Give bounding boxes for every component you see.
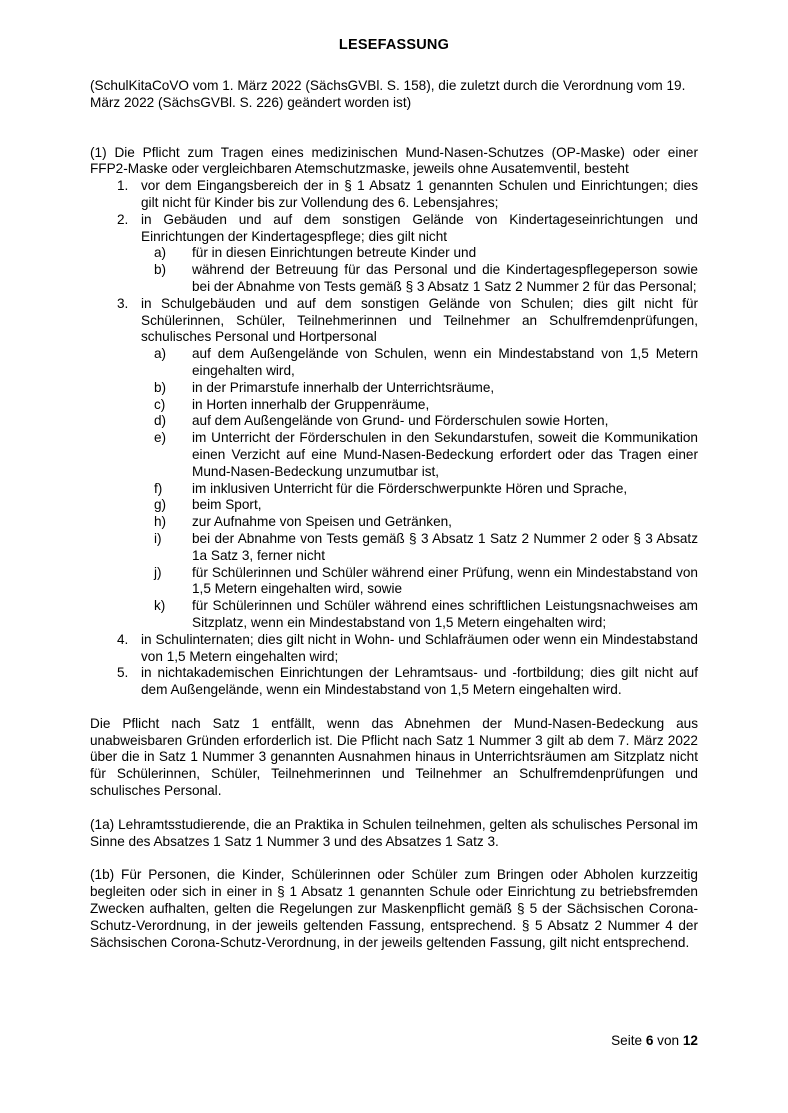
list-item <box>90 632 698 666</box>
sub-list-item-text: auf dem Außengelände von Grund- und Förderschulen sowie Horten, <box>192 413 609 429</box>
paragraph-satz-2: Die Pflicht nach Satz 1 entfällt, wenn das Abnehmen der Mund-Nasen-Bedeckung aus unabweisbaren Gründen erforderlich ist. Die Pflicht nach Satz 1 Nummer 3 gilt ab dem 7. März 2022 über die in Satz 1 Nummer 3 genannten Ausnahmen hinaus in Unterrichtsräumen am Sitzplatz nicht für Schülerinnen, Schüler, Teilnehmerinnen und Teilnehmer an Schulfremdenprüfungen und schulisches Personal. <box>90 715 698 799</box>
list-item-text: in Schulinternaten; dies gilt nicht in Wohn- und Schlafräumen oder wenn ein Mindestabstand von 1,5 Metern eingehalten wird; <box>141 631 698 664</box>
intro-citation: (SchulKitaCoVO vom 1. März 2022 (SächsGVBl. S. 158), die zuletzt durch die Verordnung vom 19. März 2022 (SächsGVBl. S. 226) geändert worden ist) <box>90 78 686 110</box>
sub-list-item <box>90 430 698 480</box>
sub-list-item-text: für in diesen Einrichtungen betreute Kinder und <box>192 245 477 261</box>
footer-page-number: 6 <box>645 1033 654 1048</box>
page-footer <box>611 1033 698 1050</box>
sub-list-item-letter: i) <box>154 530 162 546</box>
sub-list-item <box>90 413 698 430</box>
sub-list-item <box>90 565 698 599</box>
sub-list-item <box>90 346 698 380</box>
paragraph-1a: (1a) Lehramtsstudierende, die an Praktika in Schulen teilnehmen, gelten als schulisches Personal im Sinne des Absatzes 1 Satz 1 Nummer 3 und des Absatzes 1 Satz 3. <box>90 816 698 849</box>
sub-list-item <box>90 598 698 632</box>
sub-list-item-text: im Unterricht der Förderschulen in den Sekundarstufen, soweit die Kommunikation einen Verzicht auf eine Mund-Nasen-Bedeckung erfordert oder das Tragen einer Mund-Nasen-Bedeckung unzumutbar ist, <box>192 430 698 479</box>
sub-list-item-letter: b) <box>154 379 167 395</box>
page-title: LESEFASSUNG <box>338 37 450 53</box>
sub-list-item-text: in der Primarstufe innerhalb der Unterrichtsräume, <box>192 379 495 395</box>
sub-list-item-text: beim Sport, <box>192 497 262 513</box>
list-item-number: 4. <box>117 631 129 647</box>
sub-list-item-text: bei der Abnahme von Tests gemäß § 3 Absatz 1 Satz 2 Nummer 2 oder § 3 Absatz 1a Satz 3, ferner nicht <box>192 530 698 563</box>
list-item <box>90 296 698 632</box>
sub-list <box>141 346 698 632</box>
list-item-text: in nichtakademischen Einrichtungen der Lehramtsaus- und -fortbildung; dies gilt nicht auf dem Außengelände, wenn ein Mindestabstand von 1,5 Metern eingehalten wird. <box>141 665 698 698</box>
numbered-list <box>90 178 698 699</box>
sub-list-item-text: zur Aufnahme von Speisen und Getränken, <box>192 514 452 530</box>
paragraph-1b: (1b) Für Personen, die Kinder, Schülerinnen oder Schüler zum Bringen oder Abholen kurzzeitig begleiten oder sich in einer in § 1 Absatz 1 genannten Schule oder Einrichtung zu betriebsfremden Zwecken aufhalten, gelten die Regelungen zur Maskenpflicht gemäß § 5 der Sächsischen Corona-Schutz-Verordnung, in der jeweils geltenden Fassung, entsprechend. § 5 Absatz 2 Nummer 4 der Sächsischen Corona-Schutz-Verordnung, in der jeweils geltenden Fassung, gilt nicht entsprechend. <box>90 867 698 950</box>
footer-middle: von <box>657 1033 680 1048</box>
sub-list-item <box>90 531 698 565</box>
list-item-text: in Schulgebäuden und auf dem sonstigen Gelände von Schulen; dies gilt nicht für Schülerinnen, Schüler, Teilnehmerinnen und Teilnehmer an Schulfremdenprüfungen, schulisches Personal und Hortpersonal <box>141 295 698 345</box>
sub-list-item-text: für Schülerinnen und Schüler während einer Prüfung, wenn ein Mindestabstand von 1,5 Metern eingehalten wird, sowie <box>192 564 698 597</box>
sub-list-item <box>90 481 698 498</box>
sub-list-item <box>90 514 698 531</box>
list-item-text: in Gebäuden und auf dem sonstigen Gelände von Kindertageseinrichtungen und Einrichtungen der Kindertagespflege; dies gilt nicht <box>141 211 698 244</box>
list-item <box>90 178 698 212</box>
sub-list-item-letter: a) <box>154 346 167 362</box>
sub-list-item-letter: a) <box>154 245 167 261</box>
sub-list-item-text: im inklusiven Unterricht für die Förderschwerpunkte Hören und Sprache, <box>192 480 628 496</box>
sub-list-item-letter: j) <box>154 564 162 580</box>
list-item <box>90 212 698 296</box>
sub-list-item <box>90 262 698 296</box>
sub-list-item <box>90 497 698 514</box>
sub-list-item-letter: c) <box>154 396 166 412</box>
list-item-text: vor dem Eingangsbereich der in § 1 Absatz 1 genannten Schulen und Einrichtungen; dies gilt nicht für Kinder bis zur Vollendung des 6. Lebensjahres; <box>141 178 698 210</box>
paragraph-1-lead: (1) Die Pflicht zum Tragen eines medizinischen Mund-Nasen-Schutzes (OP-Maske) oder einer FFP2-Maske oder vergleichbaren Atemschutzmaske, jeweils ohne Ausatemventil, besteht <box>90 144 698 177</box>
sub-list-item-text: in Horten innerhalb der Gruppenräume, <box>192 396 430 412</box>
list-item-number: 5. <box>117 665 129 681</box>
sub-list-item-letter: g) <box>154 497 167 513</box>
list-item-number: 1. <box>117 178 129 194</box>
list-item-number: 2. <box>117 211 129 227</box>
sub-list-item <box>90 245 698 262</box>
list-item <box>90 665 698 699</box>
sub-list-item-letter: f) <box>154 480 163 496</box>
sub-list-item <box>90 397 698 414</box>
sub-list-item-letter: e) <box>154 430 167 446</box>
sub-list-item-letter: h) <box>154 514 167 530</box>
footer-page-total: 12 <box>682 1033 698 1048</box>
sub-list-item <box>90 380 698 397</box>
sub-list-item-text: auf dem Außengelände von Schulen, wenn ein Mindestabstand von 1,5 Metern eingehalten wird, <box>192 346 698 378</box>
footer-prefix: Seite <box>611 1033 643 1048</box>
sub-list-item-text: während der Betreuung für das Personal und die Kindertagespflegeperson sowie bei der Abnahme von Tests gemäß § 3 Absatz 1 Satz 2 Nummer 2 für das Personal; <box>192 262 698 294</box>
sub-list-item-letter: k) <box>154 598 166 614</box>
sub-list-item-letter: d) <box>154 413 167 429</box>
sub-list <box>141 245 698 295</box>
document-body <box>90 78 698 951</box>
sub-list-item-letter: b) <box>154 262 167 278</box>
list-item-number: 3. <box>117 295 129 311</box>
sub-list-item-text: für Schülerinnen und Schüler während eines schriftlichen Leistungsnachweises am Sitzplatz, wenn ein Mindestabstand von 1,5 Metern eingehalten wird; <box>192 598 698 630</box>
